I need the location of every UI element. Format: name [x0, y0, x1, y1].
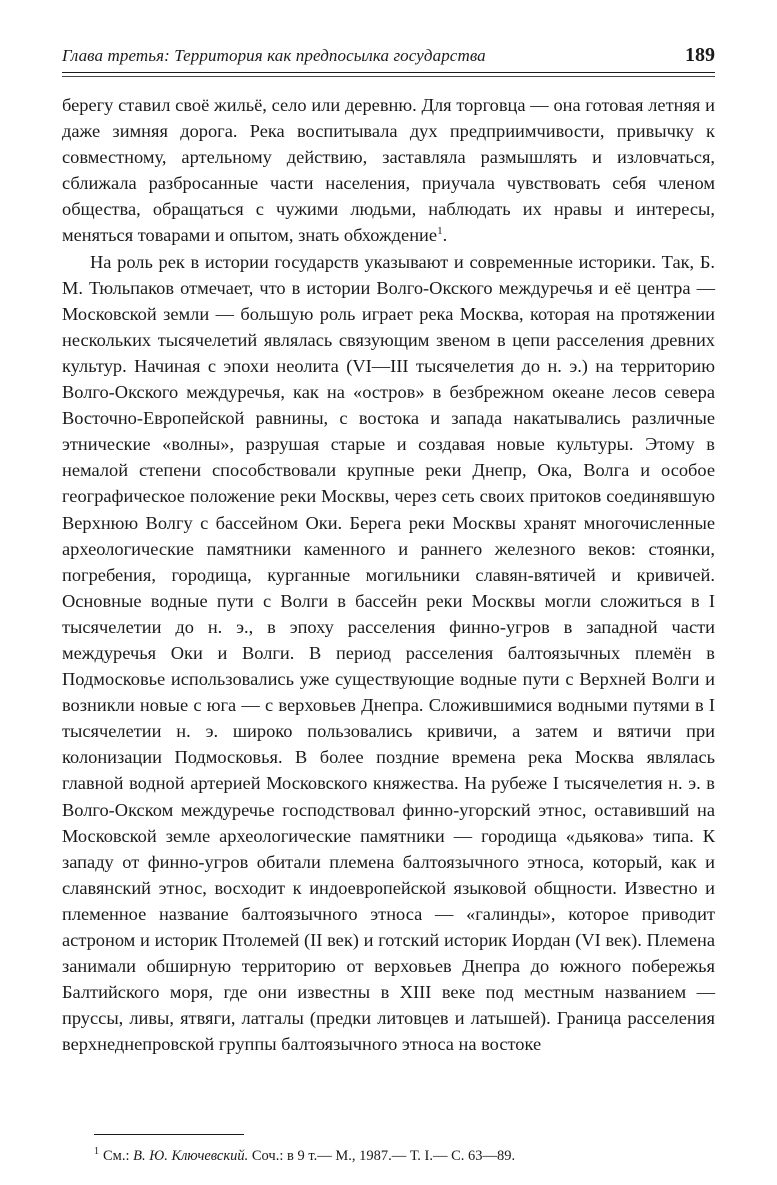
header-rule-thin [62, 76, 715, 77]
footnote-prefix: См.: [103, 1147, 130, 1164]
footnote-separator [94, 1134, 244, 1135]
running-title: Глава третья: Территория как предпосылка государства [62, 46, 486, 65]
footnote [94, 1142, 715, 1166]
footnote-author: В. Ю. Ключевский. [133, 1147, 249, 1164]
footnote-mark: 1 [94, 1146, 99, 1157]
page-header [62, 44, 715, 76]
paragraph-continuation: берегу ставил своё жильё, село или деревню. Для торговца — она готовая летняя и даже зимняя дорога. Река воспитывала дух предприимчивости, привычку к совместному, артельному действию, заставляла размышлять и изловчаться, сближала разбросанные части населения, приучала чувствовать себя членом общества, обращаться с чужими людьми, наблюдать их нравы и интересы, меняться товарами и опытом, знать обхождение$^1$. [62, 95, 715, 246]
paragraph-rivers-history: На роль рек в истории государств указывают и современные историки. Так, Б. М. Тюльпаков отмечает, что в истории Волго-Окского междуречья и её центра — Московской земли — большую роль играет река Москва, которая на протяжении нескольких тысячелетий являлась связующим звеном в цепи расселения древних культур. Начиная с эпохи неолита (VI—III тысячелетия до н. э.) на территорию Волго-Окского междуречья, как на «остров» в безбрежном океане лесов севера Восточно-Европейской равнины, с востока и запада накатывались различные этнические «волны», разрушая старые и создавая новые культуры. Этому в немалой степени способствовали крупные реки Днепр, Ока, Волга и особое географическое положение реки Москвы, через сеть своих притоков соединявшую Верхнюю Волгу с бассейном Оки. Берега реки Москвы хранят многочисленные археологические памятники каменного и раннего железного веков: стоянки, погребения, городища, курганные могильники славян-вятичей и кривичей. Основные водные пути с Волги в бассейн реки Москвы могли сложиться в I тысячелетии до н. э., в эпоху расселения финно-угров в западной части междуречья Оки и Волги. В период расселения балтоязычных племён в Подмосковье использовались уже существующие водные пути с Верхней Волги и возникли новые с юга — с верховьев Днепра. Сложившимися водными путями в I тысячелетии н. э. широко пользовались кривичи, а затем и вятичи при колонизации Подмосковья. В более поздние времена река Москва являлась главной водной артерией Московского княжества. На рубеже I тысячелетия н. э. в Волго-Окском междуречье господствовал финно-угорский этнос, оставивший на Московской земле археологические памятники — городища «дьякова» типа. К западу от финно-угров обитали племена балтоязычного этноса, который, как и славянский этнос, восходит к индоевропейской языковой общности. Известно и племенное название балтоязычного этноса — «галинды», которое приводит астроном и историк Птолемей (II век) и готский историк Иордан (VI век). Племена занимали обширную территорию от верховьев Днепра до южного побережья Балтийского моря, где они известны в XIII веке под местным названием — пруссы, ливы, ятвяги, латгалы (предки литовцев и латышей). Граница расселения верхнеднепровской группы балтоязычного этноса на востоке [62, 251, 715, 1055]
header-rule [62, 72, 715, 73]
page-number: 189 [685, 44, 715, 66]
footnote-citation: Соч.: в 9 т.— М., 1987.— Т. I.— С. 63—89. [251, 1147, 516, 1164]
body-text [62, 92, 715, 1057]
footnote-reference[interactable]: 1 [437, 225, 443, 238]
